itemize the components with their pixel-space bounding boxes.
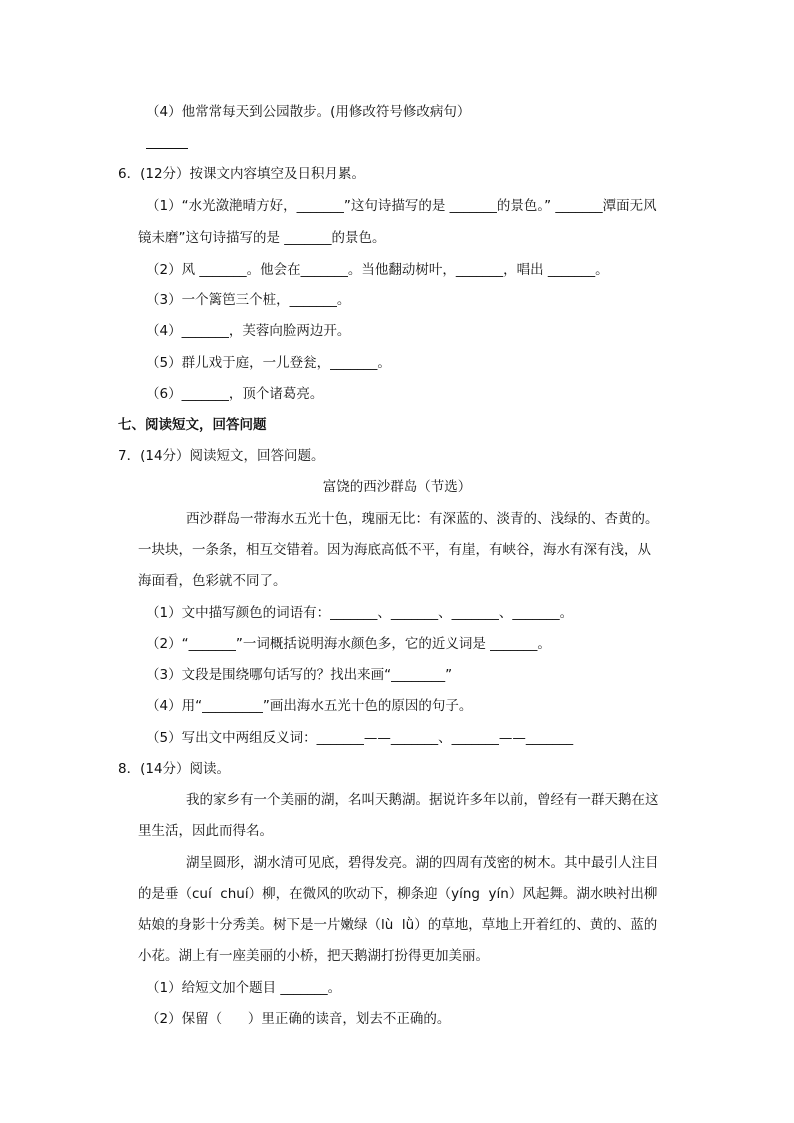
question-6-1-line-1: （1）“水光潋滟晴方好，_______”这句诗描写的是 _______的景色。” _______潭面无风 [146,198,657,214]
question-6-6: （6）_______，顶个诸葛亮。 [146,386,324,402]
question-7-4: （4）用“_________”画出海水五光十色的原因的句子。 [146,698,473,714]
question-8-2: （2）保留（ ）里正确的读音，划去不正确的。 [146,1011,451,1027]
question-6-2: （2）风 _______。他会在_______。当他翻动树叶，_______，唱出 _______。 [146,262,609,278]
question-7-3: （3）文段是围绕哪句话写的？找出来画“________” [146,667,453,683]
question-7-2: （2）“_______”一词概括说明海水颜色多，它的近义词是 _______。 [146,636,551,652]
question-6-3: （3）一个篱笆三个桩，_______。 [146,292,351,308]
passage-8-line-1: 我的家乡有一个美丽的湖，名叫天鹅湖。据说许多年以前，曾经有一群天鹅在这 [186,792,659,808]
question-5-4: （4）他常常每天到公园散步。(用修改符号修改病句） [146,104,471,120]
passage-8-line-2: 里生活，因此而得名。 [138,823,273,839]
question-6-1-line-2: 镜未磨”这句诗描写的是 _______的景色。 [138,230,386,246]
passage-7-title: 富饶的西沙群岛（节选） [322,479,472,495]
passage-8-line-3: 湖呈圆形，湖水清可见底，碧得发亮。湖的四周有茂密的树木。其中最引人注目 [186,855,659,871]
question-8-heading: 8．(14分）阅读。 [118,761,231,777]
passage-8-line-5: 姑娘的身影十分秀美。树下是一片嫩绿（lù lǜ）的草地，草地上开着红的、黄的、蓝的 [138,917,658,933]
question-7-5: （5）写出文中两组反义词：_______——_______、_______——_______ [146,730,574,746]
question-6-5: （5）群儿戏于庭，一儿登瓮，_______。 [146,355,391,371]
question-6-4: （4）_______，芙蓉向脸两边开。 [146,323,351,339]
question-8-1: （1）给短文加个题目 _______。 [146,980,342,996]
question-7-heading: 7．(14分）阅读短文，回答问题。 [118,448,325,464]
question-6-heading: 6．(12分）按课文内容填空及日积月累。 [118,166,366,182]
answer-blank-5-4 [146,148,188,149]
passage-8-line-6: 小花。湖上有一座美丽的小桥，把天鹅湖打扮得更加美丽。 [138,948,489,964]
passage-7-line-3: 海面看，色彩就不同了。 [138,573,287,589]
passage-7-line-2: 一块块，一条条，相互交错着。因为海底高低不平，有崖，有峡谷，海水有深有浅，从 [138,542,651,558]
passage-8-line-4: 的是垂（cuí chuí）柳，在微风的吹动下，柳条迎（yíng yín）风起舞。湖水映衬出柳 [138,886,658,902]
section-7-heading: 七、阅读短文，回答问题 [118,417,267,433]
question-7-1: （1）文中描写颜色的词语有：_______、_______、_______、_______。 [146,605,574,621]
passage-7-line-1: 西沙群岛一带海水五光十色，瑰丽无比：有深蓝的、淡青的、浅绿的、杏黄的。 [186,511,659,527]
